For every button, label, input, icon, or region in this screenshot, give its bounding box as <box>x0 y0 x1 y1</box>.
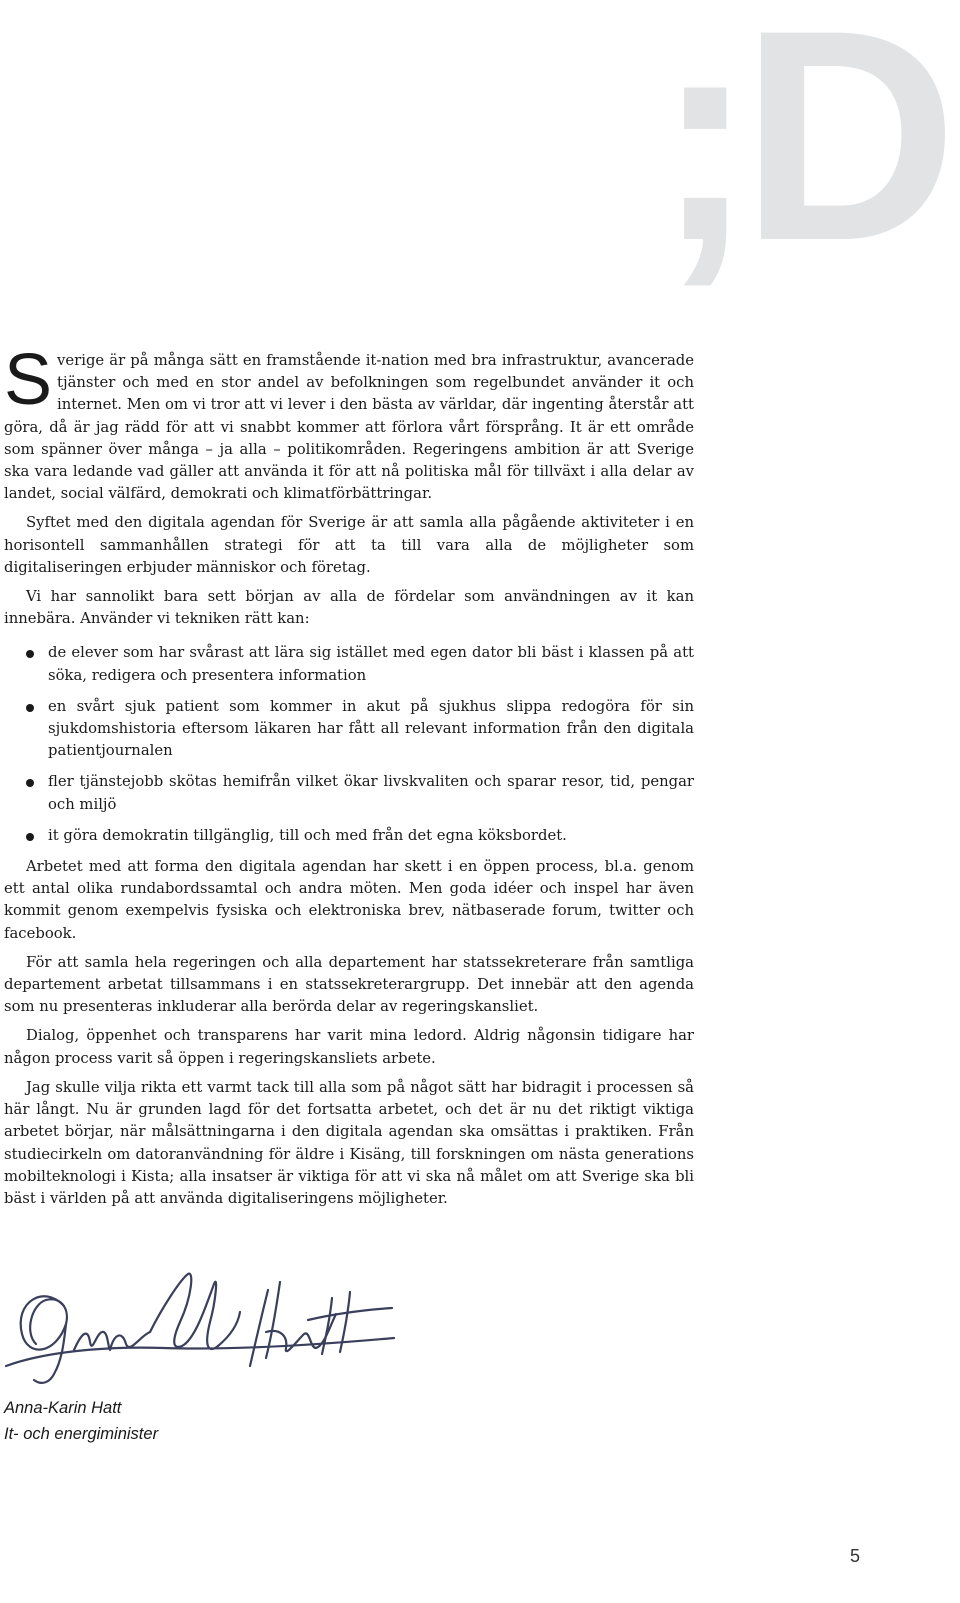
paragraph: Arbetet med att forma den digitala agendan har skett i en öppen process, bl.a. genom ett antal olika rundabordssamtal och andra möten. Men goda idéer och inspel har även kommit genom exempelvis fysiska och elektroniska brev, nätbaserade forum, twitter och facebook. <box>4 858 694 942</box>
list-item: de elever som har svårast att lära sig istället med egen dator bli bäst i klassen på att söka, redigera och presentera information <box>4 642 694 686</box>
list-item: en svårt sjuk patient som kommer in akut på sjukhus slippa redogöra för sin sjukdomshistoria eftersom läkaren har fått all relevant information från den digitala patientjournalen <box>4 696 694 763</box>
paragraph: Jag skulle vilja rikta ett varmt tack till alla som på något sätt har bidragit i processen så här långt. Nu är grunden lagd för det fortsatta arbetet, och det är nu det riktigt viktiga arbetet börjar, när målsättningarna i den digitala agendan ska omsättas i praktiken. Från studiecirkeln om datoranvändning för äldre i Kisäng, till forskningen om nästa generations mobilteknologi i Kista; alla insatser är viktiga för att vi ska nå målet om att Sverige ska bli bäst i världen på att använda digitaliseringens möjligheter. <box>4 1078 694 1207</box>
paragraph: För att samla hela regeringen och alla departement har statssekreterare från samtliga departement arbetat tillsammans i en statssekreterargrupp. Det innebär att den agenda som nu presenteras inkluderar alla berörda delar av regeringskansliet. <box>4 953 694 1016</box>
handwritten-signature <box>4 1262 396 1388</box>
intro-paragraph: Sverige är på många sätt en framstående it-nation med bra infrastruktur, avancerade tjänster och med en stor andel av befolkningen som regelbundet använder it och internet. Men om vi tror att vi lever i den bästa av världar, där ingenting återstår att göra, då är jag rädd för att vi snabbt kommer att förlora vårt försprång. It är ett område som spänner över många – ja alla – politikområden. Regeringens ambition är att Sverige ska vara ledande vad gäller att använda it för att nå politiska mål för tillväxt i alla delar av landet, social välfärd, demokrati och klimatförbättringar. <box>4 340 694 503</box>
benefits-list <box>4 642 694 847</box>
list-item: fler tjänstejobb skötas hemifrån vilket ökar livskvaliten och sparar resor, tid, pengar och miljö <box>4 771 694 815</box>
signer-title: It- och energiminister <box>4 1425 159 1443</box>
paragraph: Dialog, öppenhet och transparens har varit mina ledord. Aldrig någonsin tidigare har någon process varit så öppen i regeringskansliets arbete. <box>4 1027 694 1067</box>
paragraph: Vi har sannolikt bara sett början av alla de fördelar som användningen av it kan innebära. Använder vi tekniken rätt kan: <box>4 588 694 628</box>
signer-name: Anna-Karin Hatt <box>4 1399 122 1417</box>
signer-block <box>4 1395 158 1447</box>
agenda-logo: ;D <box>655 0 944 303</box>
page-number: 5 <box>850 1546 861 1566</box>
paragraph: Syftet med den digitala agendan för Sverige är att samla alla pågående aktiviteter i en horisontell sammanhållen strategi för att ta till vara alla de möjligheter som digitaliseringen erbjuder människor och företag. <box>4 514 694 576</box>
foreword-text <box>4 340 694 1217</box>
list-item: it göra demokratin tillgänglig, till och med från det egna köksbordet. <box>4 825 694 847</box>
